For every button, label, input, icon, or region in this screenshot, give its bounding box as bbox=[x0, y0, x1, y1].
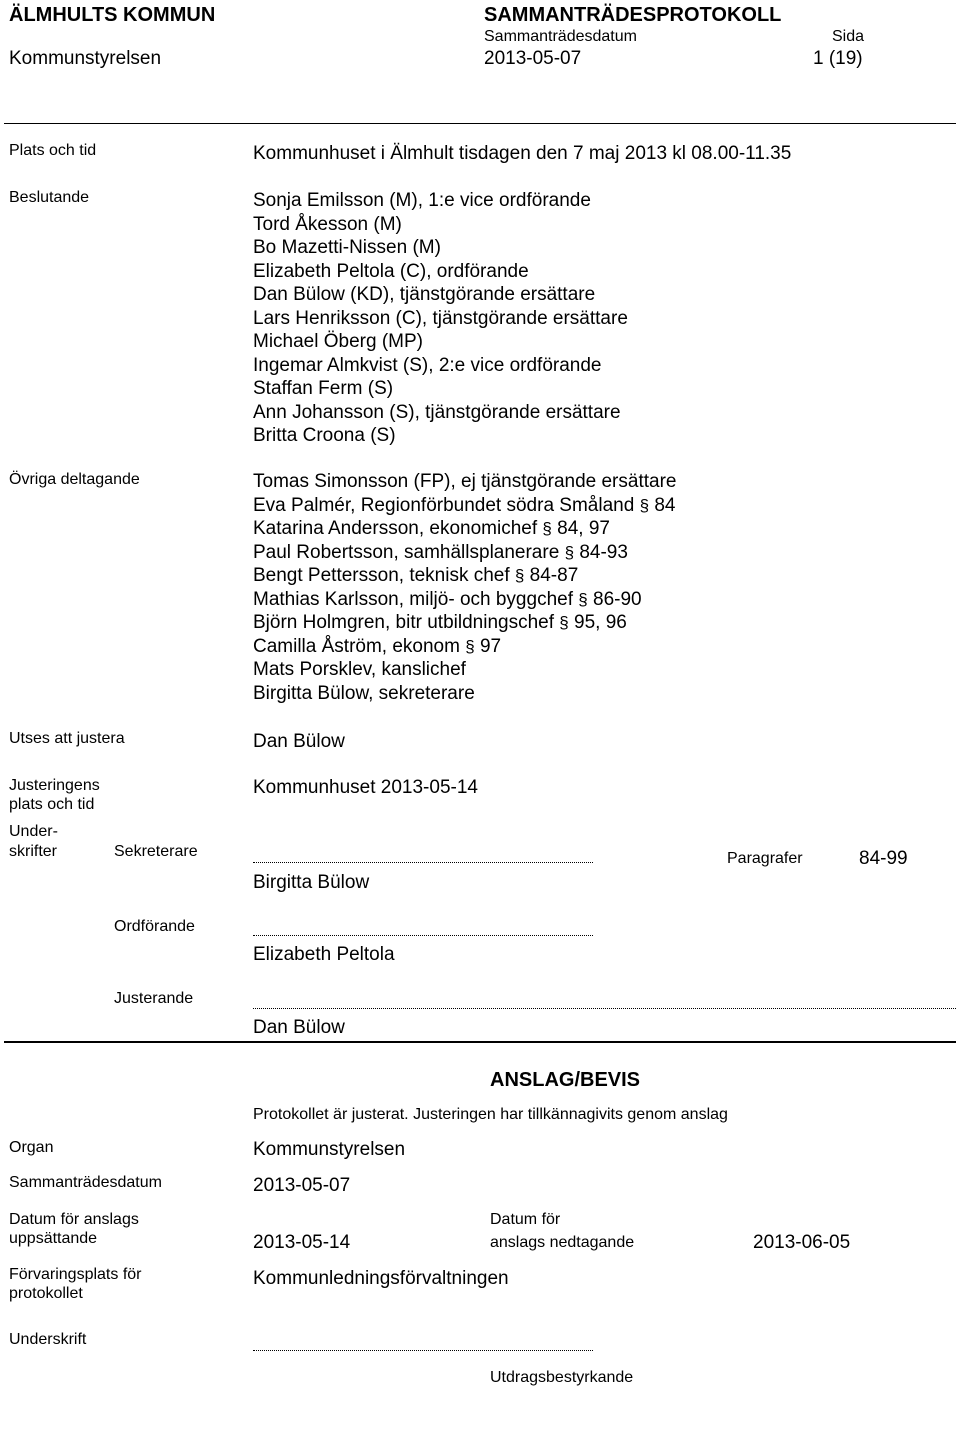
list-item: Sonja Emilsson (M), 1:e vice ordförande bbox=[253, 190, 591, 211]
secretary-name: Birgitta Bülow bbox=[253, 872, 370, 893]
paragraphs-label: Paragrafer bbox=[727, 850, 803, 867]
storage-label-2: protokollet bbox=[9, 1285, 83, 1302]
notice-signature-label: Underskrift bbox=[9, 1331, 87, 1348]
notice-meeting-date-label: Sammanträdesdatum bbox=[9, 1174, 162, 1191]
secretary-label: Sekreterare bbox=[114, 843, 198, 860]
page-label: Sida bbox=[832, 28, 865, 45]
paragraph-sign: § bbox=[465, 636, 475, 656]
removed-date: 2013-06-05 bbox=[753, 1232, 851, 1253]
notice-divider bbox=[4, 1041, 956, 1043]
list-item: Birgitta Bülow, sekreterare bbox=[253, 682, 475, 704]
storage-label: Förvaringsplats för bbox=[9, 1266, 142, 1283]
secretary-signature-line bbox=[253, 862, 593, 863]
list-item: Ann Johansson (S), tjänstgörande ersättare bbox=[253, 401, 621, 423]
paragraph-sign: § bbox=[639, 495, 650, 515]
adjusting-member-name: Dan Bülow bbox=[253, 1017, 345, 1038]
list-item: Bengt Pettersson, teknisk chef § 84-87 bbox=[253, 565, 579, 586]
paragraph-sign: § bbox=[514, 566, 525, 585]
removed-date-label: Datum för bbox=[490, 1211, 561, 1228]
list-item: Elizabeth Peltola (C), ordförande bbox=[253, 260, 529, 282]
paragraphs-range: 84-99 bbox=[859, 848, 908, 869]
list-item: Dan Bülow (KD), tjänstgörande ersättare bbox=[253, 284, 596, 305]
other-participants-list bbox=[253, 470, 676, 705]
notice-signature-line bbox=[253, 1350, 593, 1351]
chair-signature-line bbox=[253, 935, 593, 936]
page-number: 1 (19) bbox=[813, 48, 863, 69]
adjuster-label: Utses att justera bbox=[9, 730, 125, 747]
posted-date: 2013-05-14 bbox=[253, 1232, 351, 1253]
list-item: Ingemar Almkvist (S), 2:e vice ordförande bbox=[253, 354, 602, 376]
list-item: Björn Holmgren, bitr utbildningschef § 95, 96 bbox=[253, 612, 627, 633]
signatures-label: Under- bbox=[9, 823, 58, 840]
other-participants-label: Övriga deltagande bbox=[9, 471, 140, 488]
organ: Kommunstyrelsen bbox=[253, 1139, 406, 1160]
paragraph-sign: § bbox=[559, 613, 569, 632]
committee-name: Kommunstyrelsen bbox=[9, 48, 162, 69]
list-item: Staffan Ferm (S) bbox=[253, 378, 394, 399]
decision-makers-label: Beslutande bbox=[9, 189, 90, 206]
storage-place: Kommunledningsförvaltningen bbox=[253, 1268, 509, 1289]
chair-name: Elizabeth Peltola bbox=[253, 944, 395, 965]
list-item: Mats Porsklev, kanslichef bbox=[253, 659, 466, 680]
organ-label: Organ bbox=[9, 1139, 54, 1156]
meeting-date-label: Sammanträdesdatum bbox=[484, 28, 637, 45]
list-item: Eva Palmér, Regionförbundet södra Småland § 84 bbox=[253, 494, 676, 516]
list-item: Paul Robertsson, samhällsplanerare § 84-93 bbox=[253, 541, 628, 563]
list-item: Lars Henriksson (C), tjänstgörande ersättare bbox=[253, 307, 628, 329]
signatures-label-2: skrifter bbox=[9, 843, 57, 860]
posted-date-label: Datum för anslags bbox=[9, 1211, 139, 1228]
paragraph-sign: § bbox=[564, 542, 575, 562]
removed-date-label-2: anslags nedtagande bbox=[490, 1234, 635, 1251]
list-item: Camilla Åström, ekonom § 97 bbox=[253, 635, 502, 657]
place-label: Plats och tid bbox=[9, 142, 97, 159]
list-item: Britta Croona (S) bbox=[253, 425, 396, 446]
adjusting-member-label: Justerande bbox=[114, 990, 194, 1007]
list-item: Michael Öberg (MP) bbox=[253, 331, 423, 352]
municipality-name: ÄLMHULTS KOMMUN bbox=[9, 4, 216, 26]
decision-makers-list bbox=[253, 189, 628, 448]
posted-date-label-2: uppsättande bbox=[9, 1230, 98, 1247]
list-item: Tomas Simonsson (FP), ej tjänstgörande ersättare bbox=[253, 471, 677, 492]
adjuster-name: Dan Bülow bbox=[253, 731, 345, 752]
header-divider bbox=[4, 123, 956, 124]
list-item: Mathias Karlsson, miljö- och byggchef § 86-90 bbox=[253, 588, 642, 610]
place-and-time: Kommunhuset i Älmhult tisdagen den 7 maj 2013 kl 08.00-11.35 bbox=[253, 143, 792, 164]
chair-label: Ordförande bbox=[114, 918, 195, 935]
list-item: Tord Åkesson (M) bbox=[253, 213, 402, 235]
document-type: SAMMANTRÄDESPROTOKOLL bbox=[484, 4, 782, 26]
meeting-date: 2013-05-07 bbox=[484, 48, 582, 69]
adjustment-place-label-2: plats och tid bbox=[9, 796, 95, 813]
paragraph-sign: § bbox=[578, 589, 588, 609]
notice-title: ANSLAG/BEVIS bbox=[490, 1069, 641, 1091]
adjustment-place: Kommunhuset 2013-05-14 bbox=[253, 777, 478, 798]
list-item: Bo Mazetti-Nissen (M) bbox=[253, 237, 441, 258]
certifier-label: Utdragsbestyrkande bbox=[490, 1369, 634, 1386]
list-item: Katarina Andersson, ekonomichef § 84, 97 bbox=[253, 518, 610, 539]
paragraph-sign: § bbox=[542, 519, 552, 538]
notice-meeting-date: 2013-05-07 bbox=[253, 1175, 351, 1196]
notice-statement: Protokollet är justerat. Justeringen har tillkännagivits genom anslag bbox=[253, 1106, 728, 1123]
adjustment-place-label: Justeringens bbox=[9, 777, 100, 794]
adjuster-signature-line bbox=[253, 1008, 956, 1009]
